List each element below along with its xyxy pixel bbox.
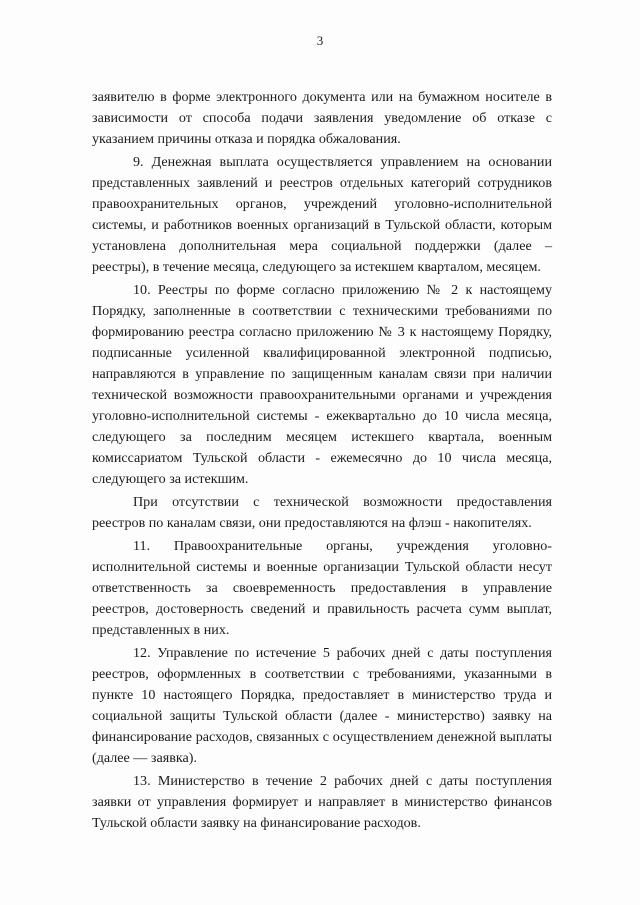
paragraph-11: 11. Правоохранительные органы, учреждения уголовно-исполнительной системы и военные организации Тульской области несут ответственность за своевременность предоставления в управление реестров, достоверность сведений и правильность расчета сумм выплат, представленных в них.: [92, 538, 552, 638]
paragraph-10-note: При отсутствии с технической возможности предоставления реестров по каналам связи, они предоставляются на флэш - накопителях.: [92, 494, 552, 531]
body-text: [92, 87, 552, 836]
paragraph-12: 12. Управление по истечение 5 рабочих дней с даты поступления реестров, оформленных в соответствии с требованиями, указанными в пункте 10 настоящего Порядка, предоставляет в министерство труда и социальной защиты Тульской области (далее - министерство) заявку на финансирование расходов, связанных с осуществлением денежной выплаты (далее — заявка).: [92, 645, 552, 766]
paragraph-continuation: заявителю в форме электронного документа или на бумажном носителе в зависимости от способа подачи заявления уведомление об отказе с указанием причины отказа и порядка обжалования.: [92, 89, 552, 147]
paragraph-13: 13. Министерство в течение 2 рабочих дней с даты поступления заявки от управления формирует и направляет в министерство финансов Тульской области заявку на финансирование расходов.: [92, 773, 552, 831]
paragraph-9: 9. Денежная выплата осуществляется управлением на основании представленных заявлений и реестров отдельных категорий сотрудников правоохранительных органов, учреждений уголовно-исполнительной системы, и работников военных организаций в Тульской области, которым установлена дополнительная мера социальной поддержки (далее – реестры), в течение месяца, следующего за истекшем кварталом, месяцем.: [92, 154, 552, 275]
paragraph-10: 10. Реестры по форме согласно приложению № 2 к настоящему Порядку, заполненные в соответствии с техническими требованиями по формированию реестра согласно приложению № 3 к настоящему Порядку, подписанные усиленной квалифицированной электронной подписью, направляются в управление по защищенным каналам связи при наличии технической возможности правоохранительными органами и учреждения уголовно-исполнительной системы - ежеквартально до 10 числа месяца, следующего за последним месяцем истекшего квартала, военным комиссариатом Тульской области - ежемесячно до 10 числа месяца, следующего за истекшим.: [92, 282, 552, 487]
page-number: 3: [316, 33, 324, 48]
